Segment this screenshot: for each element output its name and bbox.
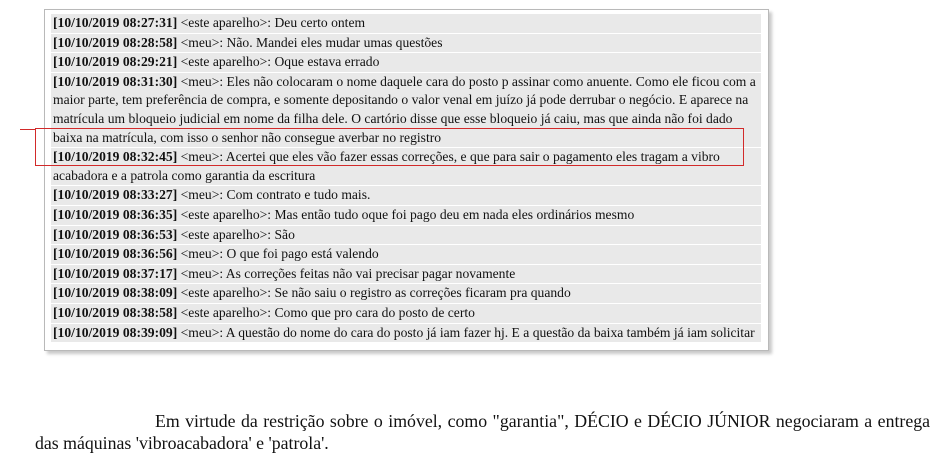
body-paragraph [35, 410, 930, 454]
message-text: : Mas então tudo oque foi pago deu em nada eles ordinários mesmo [267, 206, 635, 222]
chat-message [51, 34, 761, 54]
message-text: : São [267, 226, 295, 242]
message-timestamp: [10/10/2019 08:29:21] [53, 54, 178, 70]
message-timestamp: [10/10/2019 08:36:56] [53, 246, 178, 262]
message-sender: <meu> [180, 187, 220, 203]
message-sender: <meu> [180, 246, 220, 262]
message-text: : A questão do nome do cara do posto já iam fazer hj. E a questão da baixa também já iam solicitar [219, 324, 755, 340]
message-timestamp: [10/10/2019 08:39:09] [53, 324, 178, 340]
message-text: : Como que pro cara do posto de certo [267, 304, 475, 320]
message-sender: <meu> [180, 324, 220, 340]
chat-log-screenshot [44, 9, 769, 351]
message-sender: <este aparelho> [180, 226, 268, 242]
message-sender: <meu> [180, 73, 220, 89]
chat-message [51, 206, 761, 226]
chat-message [51, 73, 761, 148]
highlight-marker-line [20, 129, 36, 130]
message-sender: <meu> [180, 149, 220, 165]
message-sender: <este aparelho> [180, 206, 268, 222]
paragraph-text: Em virtude da restrição sobre o imóvel, como "garantia", DÉCIO e DÉCIO JÚNIOR negociaram a entrega das máquinas 'vibroacabadora' e 'patrola'. [35, 410, 930, 453]
message-sender: <meu> [180, 34, 220, 50]
message-timestamp: [10/10/2019 08:33:27] [53, 187, 178, 203]
chat-message [51, 186, 761, 206]
message-sender: <este aparelho> [180, 285, 268, 301]
message-timestamp: [10/10/2019 08:27:31] [53, 15, 178, 30]
message-timestamp: [10/10/2019 08:37:17] [53, 265, 178, 281]
message-text: : Se não saiu o registro as correções ficaram pra quando [267, 285, 571, 301]
chat-message [51, 245, 761, 265]
message-timestamp: [10/10/2019 08:32:45] [53, 149, 178, 165]
message-timestamp: [10/10/2019 08:31:30] [53, 73, 178, 89]
chat-message [51, 14, 761, 34]
message-sender: <este aparelho> [180, 54, 268, 70]
message-timestamp: [10/10/2019 08:36:53] [53, 226, 178, 242]
chat-message [51, 284, 761, 304]
message-text: : O que foi pago está valendo [219, 246, 379, 262]
message-text: : Acertei que eles vão fazer essas correções, e que para sair o pagamento eles tragam a vibro acabadora e a patrola como garantia da escritura [53, 149, 720, 183]
message-text: : Oque estava errado [267, 54, 380, 70]
message-timestamp: [10/10/2019 08:38:09] [53, 285, 178, 301]
message-sender: <meu> [180, 265, 220, 281]
message-text: : Com contrato e tudo mais. [219, 187, 371, 203]
message-timestamp: [10/10/2019 08:28:58] [53, 34, 178, 50]
chat-message [51, 265, 761, 285]
message-timestamp: [10/10/2019 08:38:58] [53, 304, 178, 320]
message-sender: <este aparelho> [180, 15, 268, 30]
message-text: : As correções feitas não vai precisar pagar novamente [219, 265, 516, 281]
chat-message [51, 226, 761, 246]
chat-message [51, 324, 761, 344]
message-text: : Deu certo ontem [267, 15, 366, 30]
chat-message [51, 148, 761, 186]
message-text: : Eles não colocaram o nome daquele cara do posto p assinar como anuente. Como ele ficou com a maior parte, tem preferência de compra, e somente depositando o valor venal em juízo já pode derrubar o negócio. E aparece na matrícula um bloqueio judicial em nome da filha dele. O cartório disse que esse bloqueio já caiu, mas que ainda não foi dado baixa na matrícula, com isso o senhor não consegue averbar no registro [53, 73, 756, 145]
message-timestamp: [10/10/2019 08:36:35] [53, 206, 178, 222]
chat-log [51, 14, 761, 343]
message-sender: <este aparelho> [180, 304, 268, 320]
chat-message [51, 304, 761, 324]
message-text: : Não. Mandei eles mudar umas questões [219, 34, 443, 50]
chat-message [51, 53, 761, 73]
